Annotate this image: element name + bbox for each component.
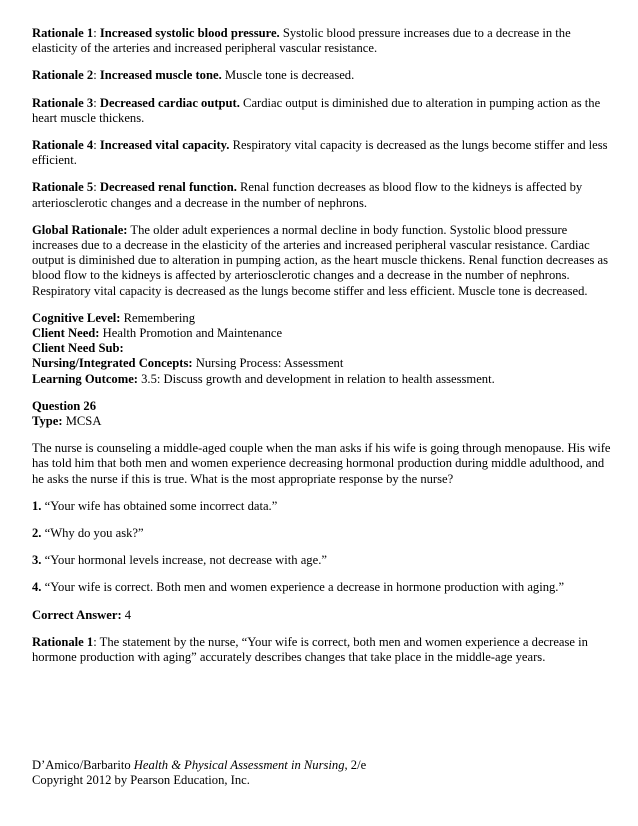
- global-rationale-label: Global Rationale:: [32, 222, 128, 237]
- meta-value: 3.5: Discuss growth and development in relation to health assessment.: [137, 371, 495, 386]
- rationale-title: Decreased renal function.: [99, 180, 237, 195]
- rationale-separator: :: [93, 26, 100, 40]
- meta-label: Nursing/Integrated Concepts:: [32, 356, 193, 371]
- meta-value: Remembering: [120, 310, 195, 325]
- footer-citation: [32, 758, 612, 773]
- meta-client-need-sub: [32, 341, 612, 356]
- rationale-separator: :: [93, 68, 100, 83]
- rationale-title: Increased vital capacity.: [99, 138, 230, 153]
- footer-copyright: Copyright 2012 by Pearson Education, Inc.: [32, 773, 250, 788]
- rationale-5: [32, 180, 612, 210]
- rationale-label: Rationale 3: [32, 95, 94, 110]
- meta-label: Cognitive Level:: [32, 310, 121, 325]
- rationale-text: Cardiac output is diminished due to alteration in pumping action as the heart muscle thickens.: [32, 95, 601, 125]
- footer-edition: , 2/e: [344, 758, 367, 772]
- rationale-label: Rationale 1: [32, 634, 94, 649]
- rationale-3: [32, 96, 612, 126]
- footer-authors: D’Amico/Barbarito: [32, 758, 134, 772]
- option-1: [32, 499, 612, 514]
- rationale-title: Increased systolic blood pressure.: [99, 26, 280, 40]
- meta-learning-outcome: [32, 372, 612, 387]
- question-type-value: MCSA: [62, 414, 102, 429]
- correct-answer-value: 4: [121, 607, 132, 622]
- rationale-1: [32, 26, 612, 56]
- option-text: “Why do you ask?”: [41, 526, 144, 541]
- option-3: [32, 553, 612, 568]
- rationale-text: Renal function decreases as blood flow to the kidneys is affected by arteriosclerotic changes and a decrease in the number of nephrons.: [32, 180, 583, 210]
- footer-book-title: Health & Physical Assessment in Nursing: [133, 758, 345, 772]
- meta-value: Nursing Process: Assessment: [192, 356, 344, 371]
- rationale-label: Rationale 2: [32, 68, 94, 83]
- question-title: Question 26: [32, 398, 97, 413]
- rationale-text: Respiratory vital capacity is decreased as the lungs become stiffer and less efficient.: [32, 138, 608, 168]
- rationale-q26: [32, 635, 612, 665]
- rationale-text: The statement by the nurse, “Your wife is correct, both men and women experience a decrease in hormone production with aging” accurately describes changes that take place in the middle-age years.: [32, 634, 588, 665]
- rationale-label: Rationale 4: [32, 138, 94, 153]
- meta-value: Health Promotion and Maintenance: [99, 326, 283, 341]
- option-number: 4.: [32, 580, 42, 595]
- question-type-label: Type:: [32, 414, 63, 429]
- option-text: “Your hormonal levels increase, not decrease with age.”: [41, 553, 327, 568]
- rationale-text: Systolic blood pressure increases due to a decrease in the elasticity of the arteries and increased peripheral vascular resistance.: [32, 26, 571, 56]
- rationale-text: Muscle tone is decreased.: [221, 68, 355, 83]
- document-body: [32, 26, 612, 677]
- meta-cognitive-level: [32, 311, 612, 326]
- option-number: 3.: [32, 553, 42, 568]
- option-4: [32, 580, 612, 595]
- rationale-label: Rationale 1: [32, 26, 94, 40]
- page-footer: [32, 758, 612, 788]
- correct-answer: [32, 608, 612, 623]
- rationale-4: [32, 138, 612, 168]
- option-number: 1.: [32, 498, 42, 513]
- option-text: “Your wife is correct. Both men and women experience a decrease in hormone production with aging.”: [41, 580, 565, 595]
- rationale-separator: :: [93, 95, 100, 110]
- metadata-block: [32, 311, 612, 387]
- option-2: [32, 526, 612, 541]
- meta-client-need: [32, 326, 612, 341]
- meta-nursing-concepts: [32, 356, 612, 371]
- global-rationale-text: The older adult experiences a normal decline in body function. Systolic blood pressure increases due to a decrease in the elasticity of the arteries and increased peripheral vascular resistance. Cardiac output is diminished due to alteration in pumping action, as the heart muscle thickens. Renal function decreases as blood flow to the kidneys is affected by arteriosclerotic changes and a decrease in the number of nephrons. Respiratory vital capacity is decreased as the lungs become stiffer and less efficient. Muscle tone is decreased.: [32, 222, 609, 298]
- global-rationale: [32, 223, 612, 299]
- meta-label: Client Need:: [32, 326, 100, 341]
- question-type: [32, 414, 612, 429]
- option-number: 2.: [32, 526, 42, 541]
- rationale-separator: :: [93, 138, 100, 153]
- rationale-label: Rationale 5: [32, 180, 94, 195]
- rationale-separator: :: [93, 634, 100, 649]
- rationale-title: Increased muscle tone.: [99, 68, 222, 83]
- question-stem: The nurse is counseling a middle-aged couple when the man asks if his wife is going through menopause. His wife has told him that both men and women experience decreasing hormonal production during middle adulthood, and he asks the nurse if this is true. What is the most appropriate response by the nurse?: [32, 441, 611, 486]
- rationale-2: [32, 68, 612, 83]
- correct-answer-label: Correct Answer:: [32, 607, 122, 622]
- meta-label: Learning Outcome:: [32, 371, 138, 386]
- rationale-title: Decreased cardiac output.: [99, 95, 240, 110]
- question-header: [32, 399, 612, 429]
- meta-label: Client Need Sub:: [32, 341, 124, 356]
- rationale-separator: :: [93, 180, 100, 195]
- option-text: “Your wife has obtained some incorrect data.”: [41, 498, 278, 513]
